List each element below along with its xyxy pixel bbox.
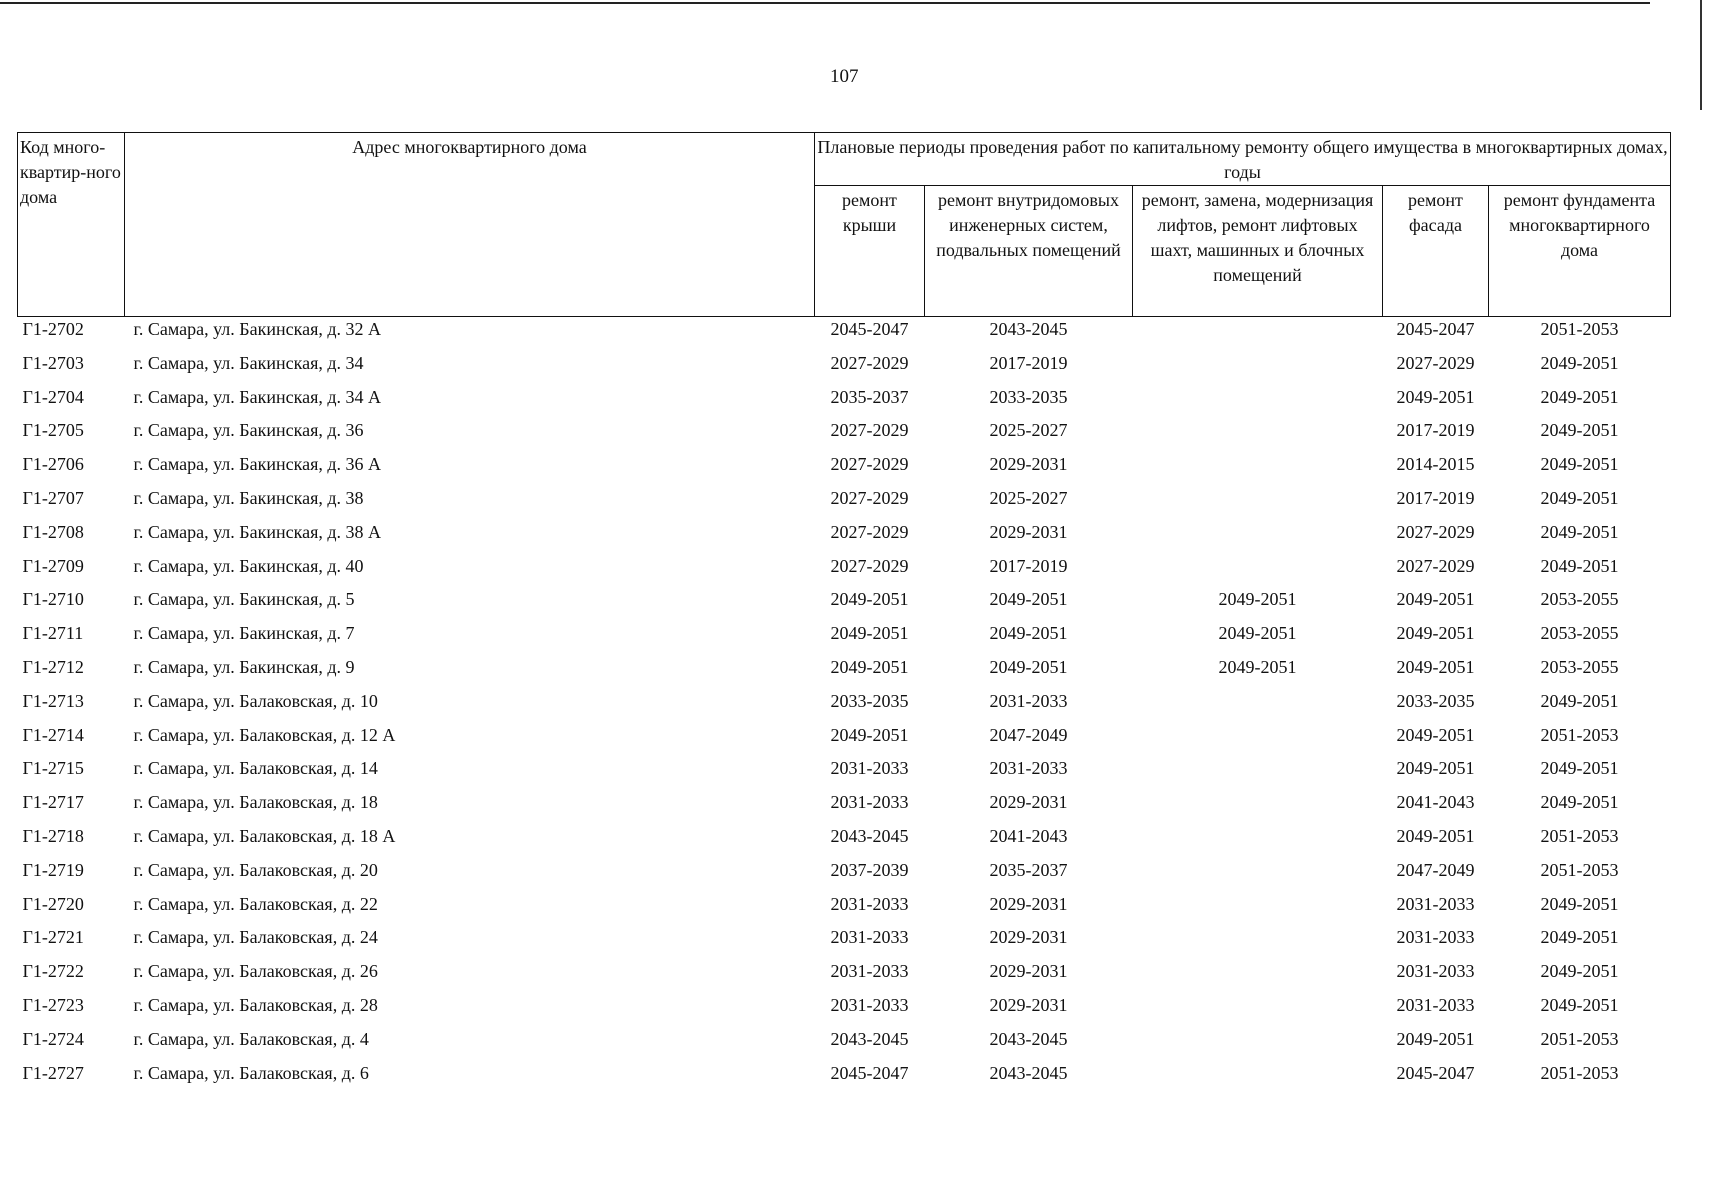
header-facade: ремонт фасада <box>1383 186 1489 317</box>
table-row <box>18 993 1671 1027</box>
cell-address: г. Самара, ул. Балаковская, д. 18 А <box>133 825 396 846</box>
cell-address: г. Самара, ул. Балаковская, д. 4 <box>133 1028 369 1049</box>
table-row <box>18 959 1671 993</box>
cell-roof: 2049-2051 <box>830 589 909 610</box>
cell-foundation: 2049-2051 <box>1540 386 1619 407</box>
cell-foundation: 2049-2051 <box>1540 521 1619 542</box>
cell-roof: 2049-2051 <box>830 623 909 644</box>
cell-address: г. Самара, ул. Балаковская, д. 14 <box>133 758 378 779</box>
cell-address: г. Самара, ул. Балаковская, д. 6 <box>133 1062 369 1083</box>
cell-engineering: 2049-2051 <box>989 589 1068 610</box>
cell-elevators <box>1133 1061 1383 1095</box>
cell-code: Г1-2723 <box>22 994 84 1015</box>
cell-roof: 2027-2029 <box>830 521 909 542</box>
cell-elevators <box>1133 1027 1383 1061</box>
cell-address: г. Самара, ул. Бакинская, д. 9 <box>133 656 355 677</box>
cell-foundation: 2051-2053 <box>1540 724 1619 745</box>
table-row <box>18 1027 1671 1061</box>
table-row <box>18 351 1671 385</box>
cell-address: г. Самара, ул. Балаковская, д. 26 <box>133 961 378 982</box>
cell-roof: 2027-2029 <box>830 352 909 373</box>
cell-code: Г1-2703 <box>22 352 84 373</box>
cell-address: г. Самара, ул. Бакинская, д. 36 А <box>133 454 382 475</box>
cell-engineering: 2017-2019 <box>989 555 1068 576</box>
right-scan-rule <box>1700 0 1702 110</box>
cell-roof: 2031-2033 <box>830 961 909 982</box>
table-row <box>18 486 1671 520</box>
cell-code: Г1-2724 <box>22 1028 84 1049</box>
cell-foundation: 2053-2055 <box>1540 656 1619 677</box>
cell-roof: 2045-2047 <box>830 1062 909 1083</box>
table-row <box>18 689 1671 723</box>
cell-engineering: 2025-2027 <box>989 420 1068 441</box>
table-row <box>18 892 1671 926</box>
header-periods-group: Плановые периоды проведения работ по капитальному ремонту общего имущества в многоквартирных домах, годы <box>815 133 1671 186</box>
cell-code: Г1-2702 <box>22 319 84 339</box>
cell-code: Г1-2717 <box>22 792 84 813</box>
page-number: 107 <box>830 66 859 87</box>
cell-code: Г1-2720 <box>22 893 84 914</box>
cell-engineering: 2049-2051 <box>989 623 1068 644</box>
cell-facade: 2049-2051 <box>1396 724 1475 745</box>
cell-roof: 2031-2033 <box>830 758 909 779</box>
cell-foundation: 2051-2053 <box>1540 1062 1619 1083</box>
cell-code: Г1-2704 <box>22 386 84 407</box>
cell-foundation: 2049-2051 <box>1540 792 1619 813</box>
cell-facade: 2027-2029 <box>1396 352 1475 373</box>
cell-engineering: 2017-2019 <box>989 352 1068 373</box>
top-scan-rule <box>0 2 1650 4</box>
cell-facade: 2049-2051 <box>1396 589 1475 610</box>
cell-roof: 2045-2047 <box>830 319 909 339</box>
header-address: Адрес многоквартирного дома <box>125 133 815 317</box>
cell-facade: 2017-2019 <box>1396 420 1475 441</box>
cell-roof: 2043-2045 <box>830 825 909 846</box>
table-body <box>18 317 1671 1095</box>
cell-engineering: 2031-2033 <box>989 758 1068 779</box>
cell-elevators: 2049-2051 <box>1218 656 1297 677</box>
cell-address: г. Самара, ул. Бакинская, д. 38 А <box>133 521 382 542</box>
cell-facade: 2027-2029 <box>1396 521 1475 542</box>
cell-facade: 2031-2033 <box>1396 994 1475 1015</box>
cell-foundation: 2049-2051 <box>1540 994 1619 1015</box>
cell-roof: 2031-2033 <box>830 927 909 948</box>
cell-address: г. Самара, ул. Бакинская, д. 40 <box>133 555 364 576</box>
table-row <box>18 621 1671 655</box>
table-row <box>18 452 1671 486</box>
cell-foundation: 2049-2051 <box>1540 555 1619 576</box>
cell-foundation: 2053-2055 <box>1540 623 1619 644</box>
cell-elevators <box>1133 554 1383 588</box>
cell-address: г. Самара, ул. Бакинская, д. 34 А <box>133 386 382 407</box>
cell-code: Г1-2713 <box>22 690 84 711</box>
cell-roof: 2035-2037 <box>830 386 909 407</box>
cell-facade: 2045-2047 <box>1396 319 1475 339</box>
table-row <box>18 858 1671 892</box>
cell-engineering: 2047-2049 <box>989 724 1068 745</box>
cell-facade: 2049-2051 <box>1396 758 1475 779</box>
cell-code: Г1-2711 <box>22 623 84 644</box>
cell-code: Г1-2719 <box>22 859 84 880</box>
cell-facade: 2027-2029 <box>1396 555 1475 576</box>
cell-elevators <box>1133 486 1383 520</box>
cell-elevators: 2049-2051 <box>1218 623 1297 644</box>
cell-engineering: 2025-2027 <box>989 487 1068 508</box>
cell-elevators <box>1133 418 1383 452</box>
header-engineering: ремонт внутридомовых инженерных систем, подвальных помещений <box>925 186 1133 317</box>
cell-code: Г1-2727 <box>22 1062 84 1083</box>
cell-roof: 2031-2033 <box>830 994 909 1015</box>
cell-elevators <box>1133 520 1383 554</box>
cell-facade: 2041-2043 <box>1396 792 1475 813</box>
cell-foundation: 2049-2051 <box>1540 420 1619 441</box>
cell-foundation: 2049-2051 <box>1540 454 1619 475</box>
cell-address: г. Самара, ул. Бакинская, д. 38 <box>133 487 364 508</box>
table-row <box>18 317 1671 351</box>
cell-foundation: 2049-2051 <box>1540 893 1619 914</box>
cell-facade: 2031-2033 <box>1396 927 1475 948</box>
header-code: Код много-квартир-ного дома <box>18 133 125 317</box>
cell-code: Г1-2706 <box>22 454 84 475</box>
cell-roof: 2027-2029 <box>830 420 909 441</box>
table-row <box>18 790 1671 824</box>
cell-address: г. Самара, ул. Бакинская, д. 34 <box>133 352 364 373</box>
cell-facade: 2031-2033 <box>1396 961 1475 982</box>
cell-roof: 2037-2039 <box>830 859 909 880</box>
cell-facade: 2014-2015 <box>1396 454 1475 475</box>
cell-foundation: 2049-2051 <box>1540 352 1619 373</box>
cell-elevators <box>1133 351 1383 385</box>
cell-elevators <box>1133 385 1383 419</box>
table-row <box>18 587 1671 621</box>
table-row <box>18 418 1671 452</box>
table-row <box>18 520 1671 554</box>
cell-foundation: 2049-2051 <box>1540 690 1619 711</box>
cell-elevators: 2049-2051 <box>1218 589 1297 610</box>
table-row <box>18 824 1671 858</box>
table-row <box>18 554 1671 588</box>
cell-engineering: 2029-2031 <box>989 454 1068 475</box>
cell-roof: 2043-2045 <box>830 1028 909 1049</box>
cell-elevators <box>1133 892 1383 926</box>
cell-address: г. Самара, ул. Балаковская, д. 22 <box>133 893 378 914</box>
cell-address: г. Самара, ул. Балаковская, д. 10 <box>133 690 378 711</box>
cell-code: Г1-2707 <box>22 487 84 508</box>
table-row <box>18 723 1671 757</box>
cell-engineering: 2029-2031 <box>989 961 1068 982</box>
header-roof: ремонт крыши <box>815 186 925 317</box>
table-row <box>18 655 1671 689</box>
cell-facade: 2049-2051 <box>1396 656 1475 677</box>
table-row <box>18 756 1671 790</box>
cell-roof: 2049-2051 <box>830 656 909 677</box>
cell-foundation: 2053-2055 <box>1540 589 1619 610</box>
cell-engineering: 2029-2031 <box>989 792 1068 813</box>
cell-address: г. Самара, ул. Балаковская, д. 24 <box>133 927 378 948</box>
cell-foundation: 2051-2053 <box>1540 319 1619 339</box>
cell-engineering: 2029-2031 <box>989 893 1068 914</box>
cell-address: г. Самара, ул. Балаковская, д. 18 <box>133 792 378 813</box>
cell-code: Г1-2721 <box>22 927 84 948</box>
cell-facade: 2049-2051 <box>1396 623 1475 644</box>
cell-elevators <box>1133 858 1383 892</box>
cell-elevators <box>1133 756 1383 790</box>
cell-foundation: 2051-2053 <box>1540 859 1619 880</box>
cell-facade: 2045-2047 <box>1396 1062 1475 1083</box>
repair-schedule-table <box>17 132 1671 1094</box>
cell-facade: 2049-2051 <box>1396 1028 1475 1049</box>
cell-roof: 2027-2029 <box>830 454 909 475</box>
cell-facade: 2049-2051 <box>1396 825 1475 846</box>
cell-foundation: 2049-2051 <box>1540 961 1619 982</box>
cell-roof: 2027-2029 <box>830 555 909 576</box>
cell-engineering: 2043-2045 <box>989 1062 1068 1083</box>
cell-address: г. Самара, ул. Балаковская, д. 28 <box>133 994 378 1015</box>
cell-foundation: 2051-2053 <box>1540 825 1619 846</box>
cell-roof: 2031-2033 <box>830 792 909 813</box>
cell-foundation: 2051-2053 <box>1540 1028 1619 1049</box>
cell-engineering: 2043-2045 <box>989 1028 1068 1049</box>
cell-engineering: 2029-2031 <box>989 521 1068 542</box>
cell-engineering: 2029-2031 <box>989 994 1068 1015</box>
cell-code: Г1-2715 <box>22 758 84 779</box>
cell-address: г. Самара, ул. Бакинская, д. 5 <box>133 589 355 610</box>
table-header <box>18 133 1671 317</box>
cell-engineering: 2033-2035 <box>989 386 1068 407</box>
cell-code: Г1-2714 <box>22 724 84 745</box>
cell-engineering: 2035-2037 <box>989 859 1068 880</box>
cell-elevators <box>1133 790 1383 824</box>
cell-roof: 2027-2029 <box>830 487 909 508</box>
cell-engineering: 2031-2033 <box>989 690 1068 711</box>
cell-elevators <box>1133 824 1383 858</box>
cell-address: г. Самара, ул. Балаковская, д. 20 <box>133 859 378 880</box>
table-row <box>18 1061 1671 1095</box>
cell-roof: 2033-2035 <box>830 690 909 711</box>
cell-address: г. Самара, ул. Бакинская, д. 7 <box>133 623 355 644</box>
cell-code: Г1-2709 <box>22 555 84 576</box>
cell-roof: 2049-2051 <box>830 724 909 745</box>
cell-code: Г1-2705 <box>22 420 84 441</box>
cell-facade: 2031-2033 <box>1396 893 1475 914</box>
cell-engineering: 2041-2043 <box>989 825 1068 846</box>
cell-code: Г1-2710 <box>22 589 84 610</box>
cell-address: г. Самара, ул. Балаковская, д. 12 А <box>133 724 396 745</box>
cell-facade: 2033-2035 <box>1396 690 1475 711</box>
cell-facade: 2047-2049 <box>1396 859 1475 880</box>
cell-code: Г1-2722 <box>22 961 84 982</box>
cell-elevators <box>1133 689 1383 723</box>
cell-foundation: 2049-2051 <box>1540 487 1619 508</box>
cell-foundation: 2049-2051 <box>1540 758 1619 779</box>
cell-address: г. Самара, ул. Бакинская, д. 32 А <box>133 319 382 339</box>
cell-roof: 2031-2033 <box>830 893 909 914</box>
table-row <box>18 925 1671 959</box>
cell-facade: 2049-2051 <box>1396 386 1475 407</box>
cell-code: Г1-2712 <box>22 656 84 677</box>
cell-elevators <box>1133 959 1383 993</box>
cell-facade: 2017-2019 <box>1396 487 1475 508</box>
header-foundation: ремонт фундамента многоквартирного дома <box>1489 186 1671 317</box>
cell-elevators <box>1133 317 1383 351</box>
cell-address: г. Самара, ул. Бакинская, д. 36 <box>133 420 364 441</box>
header-elevators: ремонт, замена, модернизация лифтов, ремонт лифтовых шахт, машинных и блочных помещений <box>1133 186 1383 317</box>
table-row <box>18 385 1671 419</box>
cell-code: Г1-2718 <box>22 825 84 846</box>
cell-elevators <box>1133 723 1383 757</box>
cell-elevators <box>1133 452 1383 486</box>
cell-foundation: 2049-2051 <box>1540 927 1619 948</box>
cell-elevators <box>1133 925 1383 959</box>
cell-engineering: 2029-2031 <box>989 927 1068 948</box>
cell-code: Г1-2708 <box>22 521 84 542</box>
cell-engineering: 2049-2051 <box>989 656 1068 677</box>
cell-elevators <box>1133 993 1383 1027</box>
cell-engineering: 2043-2045 <box>989 319 1068 339</box>
